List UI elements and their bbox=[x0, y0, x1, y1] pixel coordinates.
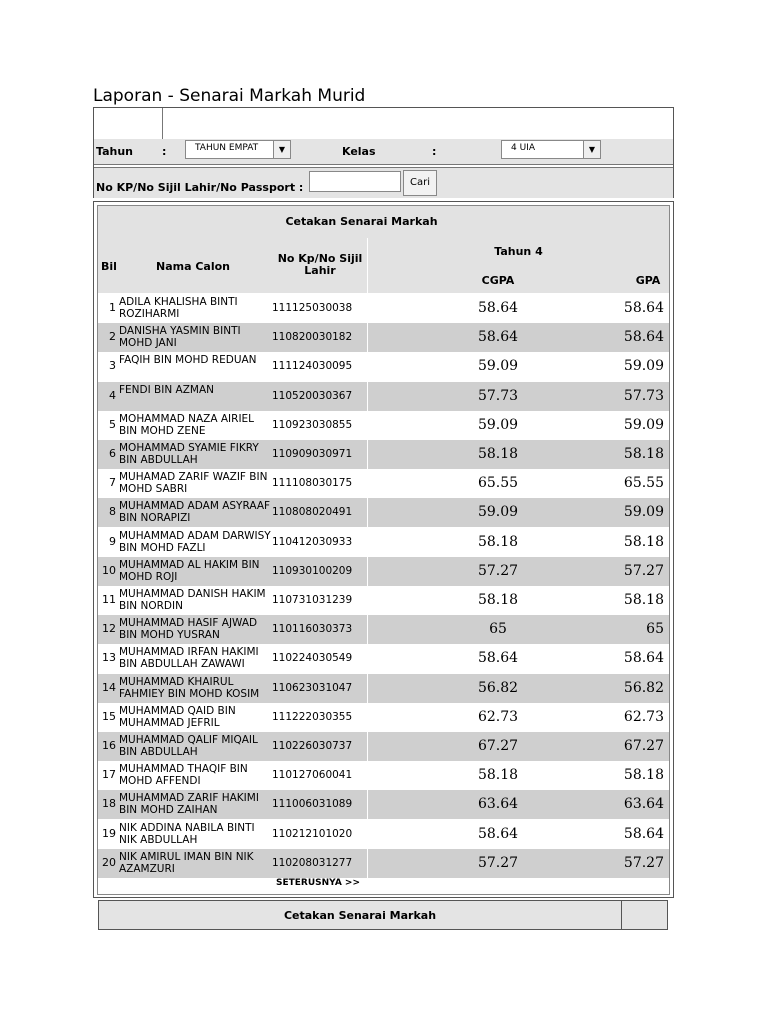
row-name: ADILA KHALISHA BINTI ROZIHARMI bbox=[119, 296, 238, 320]
row-gpa: 57.73 bbox=[623, 387, 664, 404]
row-nokp: 110930100209 bbox=[272, 564, 353, 577]
table-row bbox=[98, 557, 669, 586]
table-row bbox=[98, 294, 669, 323]
header-tahun: Tahun 4 bbox=[494, 245, 543, 258]
row-cgpa: 59.09 bbox=[477, 416, 519, 433]
row-nokp: 111222030355 bbox=[272, 710, 353, 723]
row-name: MUHAMMAD DANISH HAKIM BIN NORDIN bbox=[119, 588, 266, 612]
tahun-select[interactable] bbox=[185, 140, 291, 159]
row-bil: 13 bbox=[102, 651, 116, 665]
table-row bbox=[98, 703, 669, 732]
row-gpa: 58.64 bbox=[623, 300, 664, 316]
table-row bbox=[98, 469, 669, 498]
row-gpa: 58.64 bbox=[623, 825, 664, 842]
tahun-label: Tahun bbox=[96, 145, 134, 158]
row-cgpa: 59.09 bbox=[477, 504, 519, 521]
form-tab[interactable] bbox=[94, 108, 163, 140]
row-bil: 4 bbox=[109, 388, 116, 402]
table-row bbox=[98, 674, 669, 703]
table-caption: Cetakan Senarai Markah bbox=[285, 215, 438, 228]
header-nama: Nama Calon bbox=[156, 260, 230, 273]
search-button[interactable]: Cari bbox=[403, 170, 437, 196]
row-cgpa: 57.27 bbox=[477, 562, 519, 579]
row-nokp: 110127060041 bbox=[272, 769, 353, 782]
search-row bbox=[94, 167, 673, 198]
header-bil: Bil bbox=[101, 260, 117, 273]
row-gpa: 57.27 bbox=[623, 562, 664, 579]
row-gpa: 58.18 bbox=[623, 592, 664, 608]
search-input[interactable] bbox=[309, 171, 401, 192]
row-name: NIK AMIRUL IMAN BIN NIK AZAMZURI bbox=[119, 850, 254, 875]
table-row bbox=[98, 323, 669, 352]
row-name: MUHAMMAD QAID BIN MUHAMMAD JEFRIL bbox=[119, 704, 236, 729]
row-bil: 5 bbox=[109, 417, 116, 431]
row-gpa: 65.55 bbox=[623, 475, 664, 492]
row-cgpa: 62.73 bbox=[477, 708, 519, 725]
search-label: No KP/No Sijil Lahir/No Passport : bbox=[96, 181, 304, 194]
row-nokp: 111108030175 bbox=[272, 477, 353, 490]
row-bil: 20 bbox=[102, 855, 116, 869]
row-bil: 9 bbox=[109, 534, 116, 548]
row-nokp: 110520030367 bbox=[272, 389, 353, 402]
row-name: NIK ADDINA NABILA BINTI NIK ABDULLAH bbox=[119, 821, 255, 846]
row-bil: 19 bbox=[102, 826, 116, 840]
row-cgpa: 58.64 bbox=[477, 825, 519, 842]
row-bil: 6 bbox=[109, 447, 116, 460]
filter-row bbox=[94, 139, 673, 165]
row-gpa: 58.18 bbox=[623, 533, 664, 550]
row-cgpa: 58.18 bbox=[477, 533, 519, 550]
row-gpa: 58.18 bbox=[623, 446, 664, 462]
row-cgpa: 56.82 bbox=[477, 679, 519, 696]
row-gpa: 59.09 bbox=[623, 504, 664, 521]
row-nokp: 110212101020 bbox=[272, 827, 353, 840]
table-row bbox=[98, 411, 669, 440]
table-row bbox=[98, 820, 669, 849]
row-nokp: 110412030933 bbox=[272, 535, 353, 548]
row-gpa: 58.64 bbox=[623, 650, 664, 667]
filter-form bbox=[93, 107, 674, 198]
row-bil: 11 bbox=[102, 593, 116, 606]
row-bil: 10 bbox=[102, 563, 116, 577]
table-row bbox=[98, 615, 669, 644]
page-title: Laporan - Senarai Markah Murid bbox=[93, 86, 366, 106]
tahun-colon: : bbox=[162, 145, 167, 158]
row-name: MUHAMMAD HASIF AJWAD BIN MOHD YUSRAN bbox=[119, 617, 258, 642]
row-nokp: 110909030971 bbox=[272, 448, 353, 460]
header-gpa: GPA bbox=[635, 274, 661, 287]
row-nokp: 110820030182 bbox=[272, 331, 353, 344]
row-nokp: 110731031239 bbox=[272, 594, 353, 606]
chevron-down-icon[interactable]: ▼ bbox=[273, 141, 290, 158]
row-name: MUHAMMAD ADAM DARWISY BIN MOHD FAZLI bbox=[119, 529, 271, 554]
row-bil: 1 bbox=[109, 301, 116, 314]
footer-divider bbox=[621, 901, 622, 929]
row-nokp: 110208031277 bbox=[272, 856, 353, 869]
row-gpa: 65 bbox=[646, 621, 664, 638]
row-gpa: 56.82 bbox=[623, 679, 664, 696]
row-bil: 15 bbox=[102, 709, 116, 723]
row-cgpa: 58.18 bbox=[477, 767, 519, 784]
row-cgpa: 63.64 bbox=[477, 796, 519, 813]
row-name: MUHAMAD ZARIF WAZIF BIN MOHD SABRI bbox=[119, 471, 268, 496]
row-name: MOHAMMAD NAZA AIRIEL BIN MOHD ZENE bbox=[119, 412, 255, 437]
row-gpa: 59.09 bbox=[623, 416, 664, 433]
row-nokp: 110226030737 bbox=[272, 740, 353, 752]
row-nokp: 110116030373 bbox=[272, 623, 353, 636]
row-name: MUHAMMAD AL HAKIM BIN MOHD ROJI bbox=[119, 558, 260, 583]
row-name: MUHAMMAD ZARIF HAKIMI BIN MOHD ZAIHAN bbox=[119, 792, 259, 817]
table-row bbox=[98, 528, 669, 557]
row-cgpa: 57.27 bbox=[477, 854, 519, 871]
results-table-frame bbox=[93, 201, 674, 898]
row-nokp: 110808020491 bbox=[272, 506, 353, 519]
table-row bbox=[98, 498, 669, 527]
row-name: MUHAMMAD IRFAN HAKIMI BIN ABDULLAH ZAWAWI bbox=[119, 646, 259, 671]
print-bar bbox=[98, 900, 668, 930]
table-row bbox=[98, 644, 669, 673]
row-name: FAQIH BIN MOHD REDUAN bbox=[119, 354, 257, 367]
header-cgpa: CGPA bbox=[481, 274, 515, 287]
row-cgpa: 58.64 bbox=[477, 650, 519, 667]
row-gpa: 58.18 bbox=[623, 767, 664, 784]
tahun-select-value: TAHUN EMPAT bbox=[195, 143, 259, 153]
table-row bbox=[98, 586, 669, 615]
kelas-select[interactable] bbox=[501, 140, 601, 159]
row-gpa: 59.09 bbox=[623, 358, 664, 375]
row-bil: 16 bbox=[102, 739, 116, 752]
table-row bbox=[98, 440, 669, 469]
kelas-colon: : bbox=[432, 145, 437, 158]
row-nokp: 111125030038 bbox=[272, 302, 353, 314]
kelas-select-value: 4 UIA bbox=[511, 143, 535, 153]
row-nokp: 110923030855 bbox=[272, 418, 353, 431]
row-cgpa: 57.73 bbox=[477, 387, 519, 404]
row-bil: 18 bbox=[102, 797, 116, 811]
header-nokp: No Kp/No Sijil Lahir bbox=[277, 252, 363, 277]
row-name: MUHAMMAD THAQIF BIN MOHD AFFENDI bbox=[119, 763, 248, 788]
kelas-label: Kelas bbox=[342, 145, 376, 158]
print-button[interactable]: Cetakan Senarai Markah bbox=[283, 909, 437, 922]
row-gpa: 67.27 bbox=[623, 738, 664, 754]
row-bil: 8 bbox=[109, 505, 116, 519]
row-cgpa: 58.18 bbox=[477, 592, 519, 608]
table-row bbox=[98, 382, 669, 411]
table-row bbox=[98, 732, 669, 761]
row-gpa: 62.73 bbox=[623, 708, 664, 725]
row-cgpa: 58.64 bbox=[477, 329, 519, 346]
row-name: MUHAMMAD KHAIRUL FAHMIEY BIN MOHD KOSIM bbox=[119, 675, 260, 700]
row-nokp: 110623031047 bbox=[272, 681, 353, 694]
results-table bbox=[97, 205, 670, 895]
row-gpa: 63.64 bbox=[623, 796, 664, 813]
table-row bbox=[98, 849, 669, 878]
row-name: MUHAMMAD ADAM ASYRAAF BIN NORAPIZI bbox=[119, 500, 271, 525]
table-row bbox=[98, 790, 669, 819]
row-name: MOHAMMAD SYAMIE FIKRY BIN ABDULLAH bbox=[119, 442, 259, 466]
row-cgpa: 59.09 bbox=[477, 358, 519, 375]
table-row bbox=[98, 352, 669, 381]
row-nokp: 111006031089 bbox=[272, 798, 353, 811]
next-page-link[interactable]: SETERUSNYA >> bbox=[276, 878, 361, 888]
row-nokp: 110224030549 bbox=[272, 652, 353, 665]
row-bil: 12 bbox=[102, 622, 116, 636]
chevron-down-icon[interactable]: ▼ bbox=[583, 141, 600, 158]
row-gpa: 57.27 bbox=[623, 854, 664, 871]
row-name: DANISHA YASMIN BINTI MOHD JANI bbox=[119, 325, 241, 350]
row-name: FENDI BIN AZMAN bbox=[119, 383, 215, 396]
row-cgpa: 65.55 bbox=[477, 475, 519, 492]
row-nokp: 111124030095 bbox=[272, 360, 353, 373]
row-name: MUHAMMAD QALIF MIQAIL BIN ABDULLAH bbox=[119, 734, 258, 758]
row-bil: 14 bbox=[102, 680, 116, 694]
row-bil: 7 bbox=[109, 476, 116, 490]
row-bil: 3 bbox=[109, 359, 116, 373]
row-bil: 17 bbox=[102, 768, 116, 782]
row-cgpa: 58.18 bbox=[477, 446, 519, 462]
row-cgpa: 65 bbox=[489, 621, 507, 638]
row-gpa: 58.64 bbox=[623, 329, 664, 346]
row-bil: 2 bbox=[109, 330, 116, 344]
table-row bbox=[98, 761, 669, 790]
row-cgpa: 58.64 bbox=[477, 300, 519, 316]
row-cgpa: 67.27 bbox=[477, 738, 519, 754]
